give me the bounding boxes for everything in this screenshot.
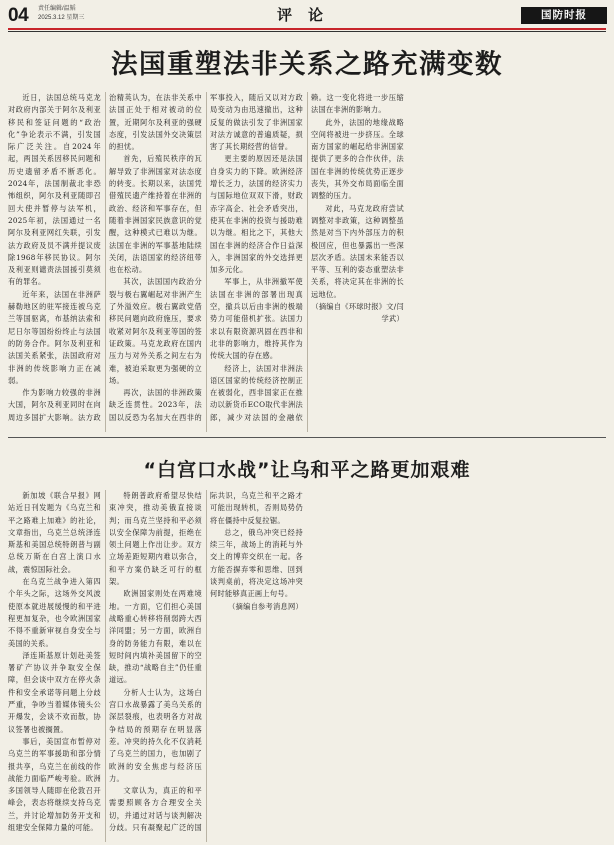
issue-meta xyxy=(38,5,84,23)
article2-headline: “白宫口水战”让乌和平之路更加艰难 xyxy=(143,459,471,481)
body-paragraph: 近日，法国总统马克龙对政府内部关于阿尔及利亚移民和签证问题的“政治化”争论表示不满，引发国际广泛关注。自2024年起，两国关系因移民问题和历史遗留矛盾不断恶化。2024年，法国制裁北非恐怖组织，阿尔及利亚随即召回大使并暂停与法军机，2025年初，法国通过一名阿尔及利亚网红失联，引发法方政府及员不满并提议废除1968年移民协议。阿尔及利亚则谴责法国援引莫须有的罪名。 xyxy=(8,93,101,287)
body-paragraph: 对此，马克龙政府尝试调整对非政策，这种调整虽然是对当下内外部压力的积极回应，但也暴露出一些深层次矛盾。法国未来能否以平等、互利的姿态重塑法非关系，将决定其在非洲的长远地位。 xyxy=(311,203,404,299)
article1-body xyxy=(8,92,606,432)
body-paragraph: 军事上，从非洲撤军使法国在非洲的部署出现真空，撤兵以后由非洲的极端势力可能借机扩张。法国力求以有限资源巩固在西非和北非的影响力，维持其作为传统大国的存在感。 xyxy=(210,277,303,361)
body-paragraph: 欧洲国家则处在两难境地。一方面，它们担心美国战略重心转移将削弱跨大西洋同盟；另一方面，欧洲自身的防务能力有限，难以在短时间内填补美国留下的空缺，推动“战略自主”仍任重道远。 xyxy=(109,589,202,685)
section-title: 评论 xyxy=(276,6,339,24)
issue-date: 2025.3.12 星期三 xyxy=(38,15,85,21)
body-paragraph: 近年来，法国在非洲萨赫勒地区的驻军接连被乌克兰等国驱离，布基纳法索和尼日尔等国纷纷终止与法国的防务合作。阿尔及利亚和法国关系紧张，法国政府对非洲的传统影响力正在减弱。 xyxy=(8,289,101,385)
body-paragraph: 再次，法国的非洲政策缺乏连贯性。2023年，法国以反恐为名加大在西非的军事投入，随后又以对方政局变动为由迅速撤出，这种反复的做法引发了非洲国家对法方诚意的普遍质疑，损害了其长期经营的信誉。 xyxy=(109,93,303,422)
body-paragraph: 经济上，法国对非洲法语区国家的传统经济控制正在被弱化，西非国家正在推动以新货币ECO取代非洲法郎，减少对法国的金融依赖。这一变化将进一步压缩法国在非洲的影响力。 xyxy=(210,93,404,422)
editor-credit: 责任编辑/温韬 xyxy=(38,6,76,12)
page-number: 04 xyxy=(8,5,29,26)
newspaper-logo: 国防时报 xyxy=(521,7,607,24)
body-paragraph: 在乌克兰战争进入第四个年头之际，这场外交风波使原本就进展缓慢的和平进程更加复杂，也令欧洲国家不得不重新审视自身安全与美国的关系。 xyxy=(8,577,101,648)
body-paragraph: （摘编自《环球时报》文/闫学武） xyxy=(311,302,404,324)
body-paragraph: 文章认为，真正的和平需要照顾各方合理安全关切，并通过对话与谈判解决分歧。只有凝聚起广泛的国际共识，乌克兰和平之路才可能出现转机，否则局势仍将在僵持中反复拉锯。 xyxy=(109,491,303,833)
body-paragraph: 分析人士认为，这场白宫口水战暴露了美乌关系的深层裂痕，也表明各方对战争结局的预期存在明显落差。冲突的持久化不仅消耗了乌克兰的国力，也加剧了欧洲的安全焦虑与经济压力。 xyxy=(109,687,202,783)
body-paragraph: 此外，法国的地缘战略空间将被进一步挤压。全球南方国家的崛起给非洲国家提供了更多的合作伙伴，法国在非洲的传统优势正逐步丧失，其外交布局面临全面调整的压力。 xyxy=(311,117,404,201)
article-divider xyxy=(8,437,606,438)
body-paragraph: 特朗普政府希望尽快结束冲突，推动美俄直接谈判；而乌克兰坚持和平必须以安全保障为前提，拒绝在领土问题上作出让步。双方立场差距短期内难以弥合，和平方案仍缺乏可行的框架。 xyxy=(109,491,202,587)
body-paragraph: 其次，法国国内政治分裂与极右翼崛起对非洲产生了外溢效应。极右翼政党借移民问题向政府施压，要求收紧对阿尔及利亚等国的签证政策。马克龙政府在国内压力与对外关系之间左右为难，被迫采取更为强硬的立场。 xyxy=(109,277,202,385)
body-paragraph: （摘编自参考消息网） xyxy=(228,601,303,611)
article2-body xyxy=(8,490,606,842)
body-paragraph: 总之，俄乌冲突已经持续三年，战场上的消耗与外交上的博弈交织在一起。各方能否摒弃零和思维、回到谈判桌前，将决定这场冲突何时能够真正画上句号。 xyxy=(210,527,303,599)
body-paragraph: 首先，后殖民秩序的瓦解导致了非洲国家对法态度的转变。长期以来，法国凭借殖民遗产维持着在非洲的政治、经济和军事存在，但随着非洲国家民族意识的觉醒，这种模式已难以为继。法国在非洲的军事基地陆续关闭，法语国家的经济纽带也在松动。 xyxy=(109,154,202,275)
body-paragraph: 事后，美国宣布暂停对乌克兰的军事援助和部分情报共享，乌克兰在前线的作战能力面临严峻考验。欧洲多国领导人随即在伦敦召开峰会，表态将继续支持乌克兰，并讨论增加防务开支和组建安全保障力量的可能。 xyxy=(8,736,101,833)
article1-headline: 法国重塑法非关系之路充满变数 xyxy=(111,49,503,80)
body-paragraph: 新加坡《联合早报》网站近日刊发题为《乌克兰和平之路难上加难》的社论，文章指出，乌克兰总统泽连斯基和美国总统特朗普与副总统万斯在白宫上演口水战，震惊国际社会。 xyxy=(8,491,101,574)
body-paragraph: 作为影响力较强的非洲大国，阿尔及利亚同时在向周边多国扩大影响。法方政治精英认为，在法非关系中法国正处于相对被动的位置，近期阿尔及利亚的强硬态度，引发法国外交决策层的担忧。 xyxy=(8,93,202,422)
body-paragraph: 更主要的原因还是法国自身实力的下降。欧洲经济增长乏力，法国的经济实力与国际地位双双下滑，财政赤字高企、社会矛盾突出，使其在非洲的投资与援助难以为继。相比之下，其他大国在非洲的经济合作日益深入，非洲国家的外交选择更加多元化。 xyxy=(210,154,303,275)
header-rule xyxy=(8,28,606,30)
masthead xyxy=(0,0,614,30)
header-rule-thin xyxy=(8,31,606,32)
body-paragraph: 泽连斯基原计划赴美签署矿产协议并争取安全保障，但会谈中双方在停火条件和安全承诺等问题上分歧严重，争吵当着媒体镜头公开爆发，会谈不欢而散，协议签署也被搁置。 xyxy=(8,650,101,734)
